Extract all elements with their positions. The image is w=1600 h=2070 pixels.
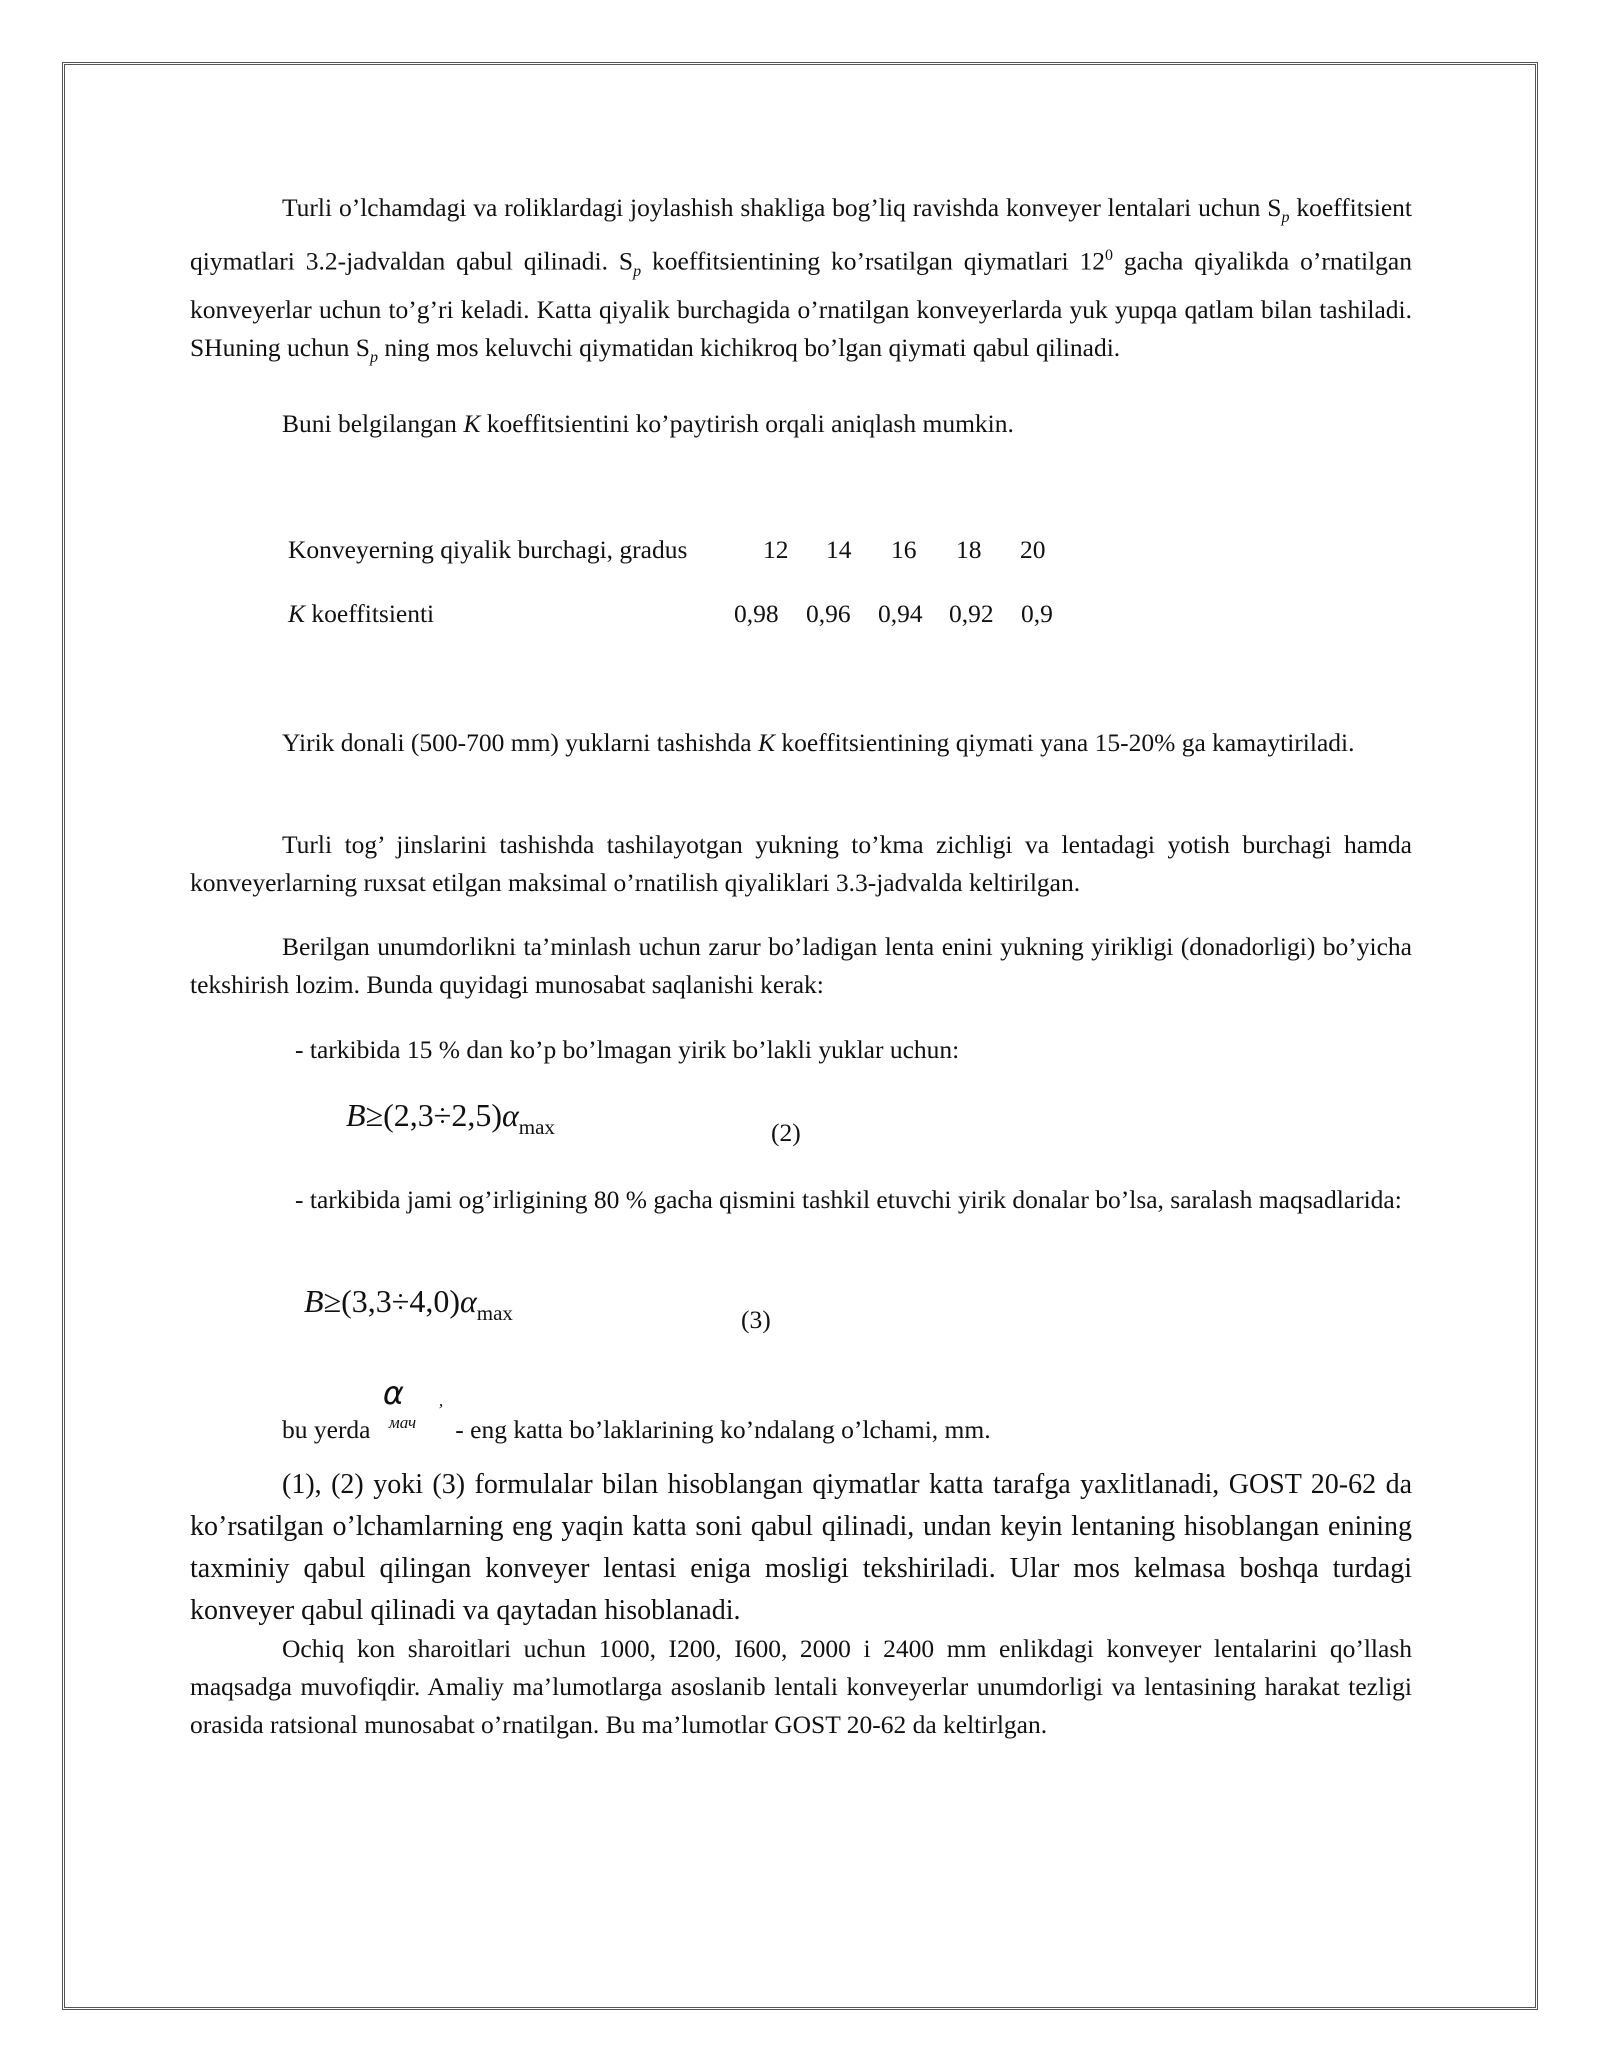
list-item-15-percent: - tarkibida 15 % dan ko’p bo’lmagan yirik bo’lakli yuklar uchun: — [295, 1035, 960, 1064]
paragraph-open-pit: Ochiq kon sharoitlari uchun 1000, I200, I600, 2000 i 2400 mm enlikdagi konveyer lentalarini qo’llash maqsadga muvofiqdir. Amaliy ma’lumotlarga asoslanib lentali konveyerlar unumdorligi va lentasining harakat tezligi orasida ratsional munosabat o’rnatilgan. Bu ma’lumotlar GOST 20-62 da keltirlgan. — [190, 1634, 1412, 1739]
paragraph-belt-width-check: Berilgan unumdorlikni ta’minlash uchun zarur bo’ladigan lenta enini yukning yirikligi (donadorligi) bo’yicha tekshirish lozim. Bunda quyidagi munosabat saqlanishi kerak: — [190, 932, 1412, 999]
paragraph-sp-coefficient: Turli o’lchamdagi va roliklardagi joylashish shakliga bog’liq ravishda konveyer lentalari uchun $S_p$ koeffitsient qiymatlari 3.2-jadvaldan qabul qilinadi. $S_p$ koeffitsientining ko’rsatilgan qiymatlari $12^0$ gacha qiyalikda o’rnatilgan konveyerlar uchun to’g’ri keladi. Katta qiyalik burchagida o’rnatilgan konveyerlarda yuk yupqa qatlam bilan tashiladi. SHuning uchun $S_p$ ning mos keluvchi qiymatidan kichikroq bo’lgan qiymati qabul qilinadi. — [190, 193, 1412, 366]
table-cell: 16 — [891, 535, 917, 564]
table-cell: 12 — [763, 535, 789, 564]
table-cell: 0,96 — [806, 599, 851, 628]
formula-3: $B\ge(3,3\div 4,0)\alpha_{max}$ — [304, 1283, 513, 1325]
table-cell: 20 — [1020, 535, 1046, 564]
table-cell: 14 — [826, 535, 852, 564]
paragraph-rock-types: Turli tog’ jinslarini tashishda tashilayotgan yukning to’kma zichligi va lentadagi yotish burchagi hamda konveyerlarning ruxsat etilgan maksimal o’rnatilish qiyaliklari 3.3-jadvalda keltirilgan. — [190, 830, 1412, 897]
table-cell: 18 — [956, 535, 982, 564]
alpha-max-symbol: α мач , — [382, 1374, 444, 1432]
formula-2-number: (2) — [771, 1118, 801, 1147]
list-item-80-percent: - tarkibida jami og’irligining 80 % gacha qismini tashkil etuvchi yirik donalar bo’lsa, saralash maqsadlarida: — [295, 1185, 1402, 1214]
table-label-k: K koeffitsienti — [288, 599, 435, 628]
paragraph-rounding: (1), (2) yoki (3) formulalar bilan hisoblangan qiymatlar katta tarafga yaxlitlanadi, GOST 20-62 da ko’rsatilgan o’lchamlarning eng yaqin katta soni qabul qilinadi, undan keyin lentaning hisoblangan enining taxminiy qabul qilingan konveyer lentasi eniga mosligi tekshiriladi. Ular mos kelmasa boshqa turdagi konveyer qabul qilinadi va qaytadan hisoblanadi. — [190, 1469, 1412, 1626]
formula-3-number: (3) — [741, 1305, 771, 1334]
table-cell: 0,98 — [734, 599, 779, 628]
table-cell: 0,92 — [949, 599, 994, 628]
table-cell: 0,9 — [1021, 599, 1053, 628]
paragraph-alpha-definition: bu yerda α мач , - eng katta bo’laklarining ko’ndalang o’lchami, mm. — [282, 1374, 991, 1444]
paragraph-k-coefficient: Buni belgilangan K koeffitsientini ko’paytirish orqali aniqlash mumkin. — [282, 409, 1014, 438]
table-label-angle: Konveyerning qiyalik burchagi, gradus — [288, 535, 688, 564]
paragraph-large-lumps: Yirik donali (500-700 mm) yuklarni tashishda K koeffitsientining qiymati yana 15-20% ga kamaytiriladi. — [282, 728, 1355, 757]
table-cell: 0,94 — [878, 599, 923, 628]
formula-2: $B\ge(2,3\div 2,5)\alpha_{max}$ — [346, 1097, 555, 1139]
